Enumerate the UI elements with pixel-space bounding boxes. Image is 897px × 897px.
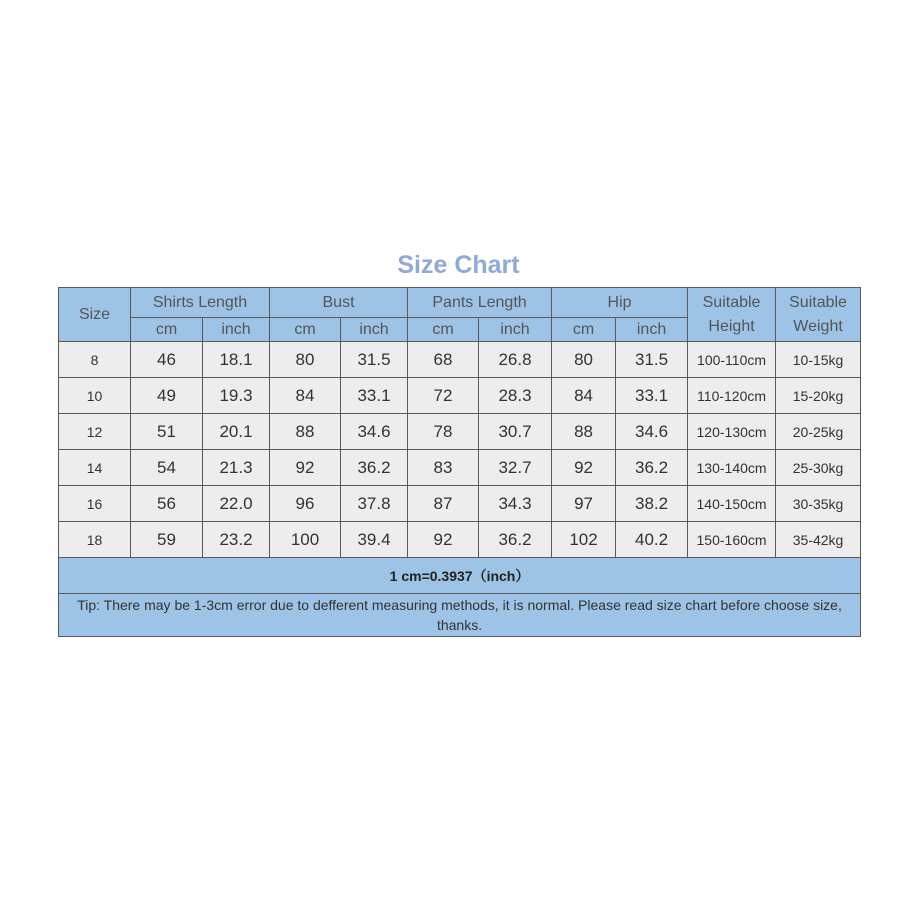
cell-pants-inch: 30.7: [479, 414, 552, 450]
cell-bust-inch: 34.6: [341, 414, 408, 450]
cell-weight: 35-42kg: [776, 522, 861, 558]
cell-shirt-cm: 51: [131, 414, 203, 450]
cell-hip-cm: 102: [552, 522, 616, 558]
cell-size: 14: [59, 450, 131, 486]
cell-weight: 15-20kg: [776, 378, 861, 414]
cell-hip-inch: 40.2: [616, 522, 688, 558]
tip-row: [59, 594, 861, 637]
cell-bust-cm: 84: [270, 378, 341, 414]
cell-hip-inch: 36.2: [616, 450, 688, 486]
cell-pants-cm: 87: [408, 486, 479, 522]
cell-size: 10: [59, 378, 131, 414]
size-chart-table: [58, 287, 861, 637]
cell-shirt-inch: 18.1: [203, 342, 270, 378]
table-row: [59, 414, 861, 450]
unit-cm: cm: [408, 318, 479, 342]
cell-bust-cm: 96: [270, 486, 341, 522]
unit-cm: cm: [270, 318, 341, 342]
cell-shirt-inch: 23.2: [203, 522, 270, 558]
header-size: Size: [59, 288, 131, 342]
cell-size: 8: [59, 342, 131, 378]
unit-cm: cm: [131, 318, 203, 342]
cell-hip-cm: 84: [552, 378, 616, 414]
cell-pants-cm: 92: [408, 522, 479, 558]
cell-hip-cm: 97: [552, 486, 616, 522]
table-row: [59, 450, 861, 486]
unit-inch: inch: [341, 318, 408, 342]
cell-shirt-inch: 20.1: [203, 414, 270, 450]
cell-height: 100-110cm: [688, 342, 776, 378]
cell-pants-cm: 72: [408, 378, 479, 414]
tip-note: Tip: There may be 1-3cm error due to defferent measuring methods, it is normal. Please read size chart before choose size, thanks.: [59, 594, 861, 637]
cell-bust-cm: 92: [270, 450, 341, 486]
size-chart-title: Size Chart: [397, 251, 520, 279]
unit-cm: cm: [552, 318, 616, 342]
cell-weight: 20-25kg: [776, 414, 861, 450]
cell-size: 12: [59, 414, 131, 450]
cell-bust-inch: 39.4: [341, 522, 408, 558]
cell-height: 120-130cm: [688, 414, 776, 450]
header-hip: Hip: [552, 288, 688, 318]
conversion-note: 1 cm=0.3937（inch）: [59, 558, 861, 594]
cell-bust-inch: 36.2: [341, 450, 408, 486]
cell-pants-cm: 78: [408, 414, 479, 450]
table-row: [59, 342, 861, 378]
cell-hip-cm: 88: [552, 414, 616, 450]
cell-height: 150-160cm: [688, 522, 776, 558]
cell-hip-inch: 31.5: [616, 342, 688, 378]
cell-bust-cm: 80: [270, 342, 341, 378]
cell-bust-inch: 37.8: [341, 486, 408, 522]
cell-shirt-inch: 19.3: [203, 378, 270, 414]
header-bust: Bust: [270, 288, 408, 318]
cell-hip-cm: 92: [552, 450, 616, 486]
cell-pants-cm: 68: [408, 342, 479, 378]
cell-weight: 30-35kg: [776, 486, 861, 522]
cell-shirt-inch: 22.0: [203, 486, 270, 522]
cell-shirt-cm: 56: [131, 486, 203, 522]
unit-inch: inch: [616, 318, 688, 342]
cell-bust-cm: 100: [270, 522, 341, 558]
cell-shirt-cm: 59: [131, 522, 203, 558]
header-pants-length: Pants Length: [408, 288, 552, 318]
header-shirts-length: Shirts Length: [131, 288, 270, 318]
cell-hip-cm: 80: [552, 342, 616, 378]
table-row: [59, 522, 861, 558]
cell-pants-cm: 83: [408, 450, 479, 486]
cell-shirt-cm: 46: [131, 342, 203, 378]
conversion-row: [59, 558, 861, 594]
cell-hip-inch: 38.2: [616, 486, 688, 522]
unit-inch: inch: [479, 318, 552, 342]
cell-bust-inch: 31.5: [341, 342, 408, 378]
cell-size: 18: [59, 522, 131, 558]
header-row-groups: [59, 288, 861, 318]
unit-inch: inch: [203, 318, 270, 342]
cell-shirt-cm: 54: [131, 450, 203, 486]
header-suitable-height: Suitable Height: [688, 288, 776, 342]
cell-hip-inch: 33.1: [616, 378, 688, 414]
cell-hip-inch: 34.6: [616, 414, 688, 450]
cell-shirt-cm: 49: [131, 378, 203, 414]
cell-shirt-inch: 21.3: [203, 450, 270, 486]
cell-pants-inch: 34.3: [479, 486, 552, 522]
cell-weight: 25-30kg: [776, 450, 861, 486]
table-row: [59, 378, 861, 414]
header-suitable-weight: Suitable Weight: [776, 288, 861, 342]
cell-bust-inch: 33.1: [341, 378, 408, 414]
cell-weight: 10-15kg: [776, 342, 861, 378]
cell-pants-inch: 32.7: [479, 450, 552, 486]
cell-pants-inch: 36.2: [479, 522, 552, 558]
cell-size: 16: [59, 486, 131, 522]
cell-height: 140-150cm: [688, 486, 776, 522]
cell-height: 130-140cm: [688, 450, 776, 486]
cell-pants-inch: 26.8: [479, 342, 552, 378]
table-row: [59, 486, 861, 522]
cell-height: 110-120cm: [688, 378, 776, 414]
cell-bust-cm: 88: [270, 414, 341, 450]
cell-pants-inch: 28.3: [479, 378, 552, 414]
